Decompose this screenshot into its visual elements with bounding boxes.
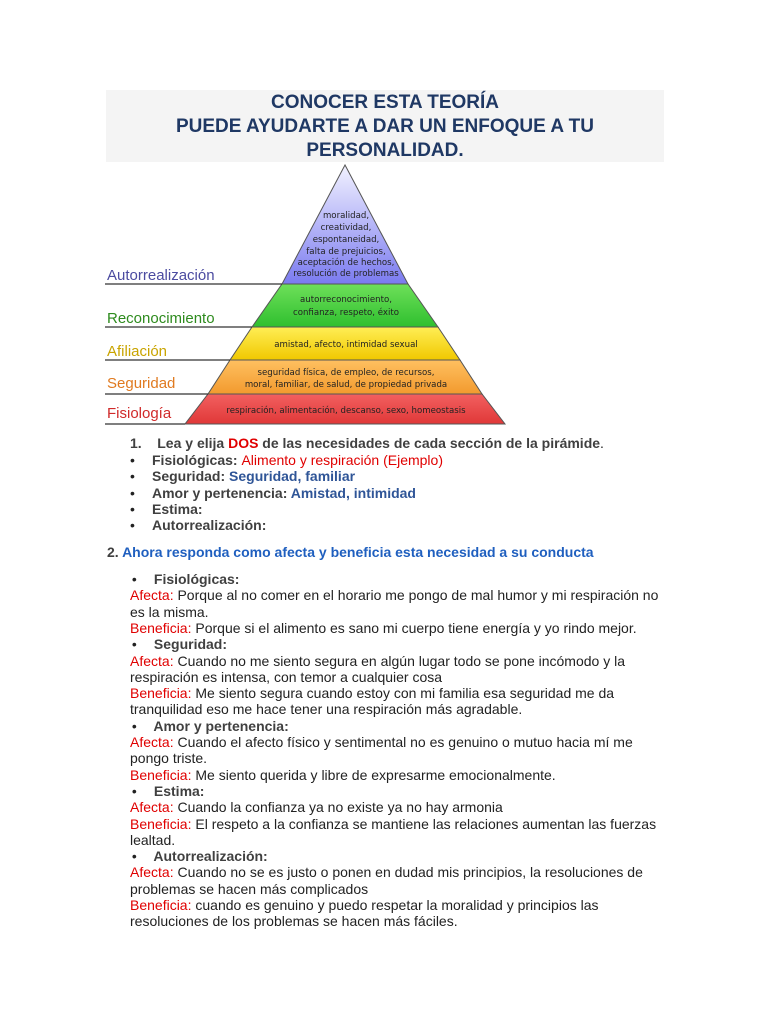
afecta-label: Afecta:: [130, 799, 178, 816]
answer-title-text: Estima:: [150, 782, 205, 799]
afecta-label: Afecta:: [130, 652, 178, 669]
afecta-text: Cuando no me siento segura en algún lugar todo se pone incómodo y la: [177, 652, 625, 669]
question-2-number: 2.: [107, 544, 119, 560]
pyramid-text: moral, familiar, de salud, de propiedad privada: [244, 380, 448, 390]
afecta-text: Cuando la confianza ya no existe ya no hay armonia: [177, 799, 503, 816]
answer-title: • Fisiológicas:: [128, 571, 240, 587]
beneficia-line: [130, 701, 660, 717]
beneficia-line: [130, 913, 660, 929]
beneficia-text: tranquilidad eso me hace tener una respiración más agradable.: [130, 701, 523, 718]
pyramid-level-reconocimiento: [252, 284, 438, 327]
pyramid-text: falta de prejuicios,: [306, 247, 386, 257]
item-label: Fisiológicas:: [152, 452, 242, 468]
beneficia-text: Me siento querida y libre de expresarme emocionalmente.: [195, 766, 556, 783]
item-value: Alimento y respiración (Ejemplo): [241, 452, 443, 468]
pyramid-text: respiración, alimentación, descanso, sexo, homeostasis: [226, 406, 466, 416]
beneficia-line: [130, 767, 660, 783]
answer-title: • Autorrealización:: [128, 848, 268, 865]
pyramid-text: espontaneidad,: [312, 235, 380, 245]
title-line-1: CONOCER ESTA TEORÍA: [270, 92, 499, 113]
item-label: Autorrealización:: [152, 517, 267, 533]
question-1-text-end: de las necesidades de cada sección de la pirámide: [258, 435, 601, 451]
afecta-line: [130, 653, 660, 669]
pyramid-text: aceptación de hechos,: [297, 258, 395, 268]
pyramid-text: moralidad,: [322, 211, 370, 221]
question-1-text: Lea y elija: [157, 435, 229, 451]
pyramid-label-fisiologia: Fisiología: [107, 405, 172, 422]
beneficia-text: cuando es genuino y puedo respetar la moralidad y principios las: [195, 897, 599, 913]
afecta-line: [130, 604, 660, 620]
beneficia-text: Me siento segura cuando estoy con mi familia esa seguridad me da: [195, 685, 615, 702]
pyramid-text: amistad, afecto, intimidad sexual: [274, 340, 418, 350]
list-item: • Amor y pertenencia: Amistad, intimidad: [130, 485, 416, 501]
afecta-line: [130, 750, 660, 766]
afecta-text: respiración es intensa, con temor a cualquier cosa: [130, 668, 443, 685]
beneficia-text: lealtad.: [130, 831, 176, 848]
afecta-line: [130, 881, 660, 897]
afecta-line: [130, 734, 660, 750]
answer-title-text: Autorrealización:: [150, 848, 268, 865]
beneficia-text: resoluciones de los problemas se hacen más fáciles.: [130, 913, 458, 930]
beneficia-label: Beneficia:: [130, 619, 196, 636]
question-1-dot: .: [600, 435, 604, 451]
beneficia-label: Beneficia:: [130, 897, 196, 913]
title-line-3: PERSONALIDAD.: [306, 140, 464, 161]
beneficia-line: [130, 620, 660, 636]
list-item: • Autorrealización:: [130, 517, 267, 533]
question-1-number: 1.: [130, 435, 142, 451]
beneficia-line: [130, 816, 660, 832]
beneficia-label: Beneficia:: [130, 815, 196, 832]
beneficia-line: [130, 685, 660, 701]
pyramid-text: creatividad,: [320, 223, 372, 233]
pyramid-text: confianza, respeto, éxito: [293, 308, 399, 318]
beneficia-label: Beneficia:: [130, 766, 196, 783]
afecta-text: Cuando el afecto físico y sentimental no es genuino o mutuo hacia mí me: [177, 734, 633, 750]
afecta-label: Afecta:: [130, 587, 178, 604]
title-line-2: PUEDE AYUDARTE A DAR UN ENFOQUE A TU: [175, 116, 595, 137]
pyramid-label-reconocimiento: Reconocimiento: [107, 310, 215, 327]
beneficia-line: [130, 832, 660, 848]
afecta-text: pongo triste.: [130, 750, 208, 767]
answer-title-text: Amor y pertenencia:: [150, 717, 289, 734]
afecta-text: problemas se hacen más complicados: [130, 880, 369, 897]
question-1-dos: DOS: [228, 435, 259, 451]
afecta-line: [130, 864, 660, 880]
afecta-line: [130, 587, 660, 603]
answer-title: • Amor y pertenencia:: [128, 717, 289, 734]
pyramid-label-afiliacion: Afiliación: [107, 343, 168, 360]
pyramid-text: autorreconocimiento,: [299, 295, 393, 305]
question-2: [107, 544, 594, 560]
afecta-text: Cuando no se es justo o ponen en dudad mis principios, la resoluciones de: [177, 864, 643, 881]
afecta-line: [130, 669, 660, 685]
item-value: Seguridad, familiar: [229, 468, 356, 484]
list-item: • Seguridad: Seguridad, familiar: [130, 468, 356, 484]
beneficia-text: El respeto a la confianza se mantiene las relaciones aumentan las fuerzas: [195, 815, 657, 832]
question-1: [130, 435, 604, 451]
item-label: Amor y pertenencia:: [152, 485, 291, 501]
afecta-text: es la misma.: [130, 603, 209, 620]
beneficia-text: Porque si el alimento es sano mi cuerpo tiene energía y yo rindo mejor.: [195, 619, 637, 636]
afecta-text: Porque al no comer en el horario me pongo de mal humor y mi respiración no: [177, 587, 659, 604]
item-value: Amistad, intimidad: [290, 485, 416, 501]
list-item: • Fisiológicas: Alimento y respiración (Ejemplo): [130, 452, 443, 468]
pyramid-label-seguridad: Seguridad: [107, 375, 176, 392]
afecta-label: Afecta:: [130, 864, 178, 881]
item-label: Seguridad:: [152, 468, 230, 484]
answer-title: • Seguridad:: [128, 636, 228, 653]
question-2-heading: Ahora responda como afecta y beneficia esta necesidad a su conducta: [122, 544, 594, 560]
afecta-line: [130, 799, 660, 815]
beneficia-label: Beneficia:: [130, 685, 196, 702]
answer-title-text: Fisiológicas:: [150, 571, 240, 587]
beneficia-line: [130, 897, 660, 913]
pyramid-text: resolución de problemas: [293, 269, 399, 279]
answer-title-text: Seguridad:: [150, 636, 228, 653]
item-label: Estima:: [152, 501, 203, 517]
pyramid-text: seguridad física, de empleo, de recursos,: [257, 368, 435, 378]
afecta-label: Afecta:: [130, 734, 178, 750]
list-item: • Estima:: [130, 501, 203, 517]
answer-title: • Estima:: [128, 782, 205, 799]
pyramid-label-autorrealizacion: Autorrealización: [107, 267, 215, 284]
